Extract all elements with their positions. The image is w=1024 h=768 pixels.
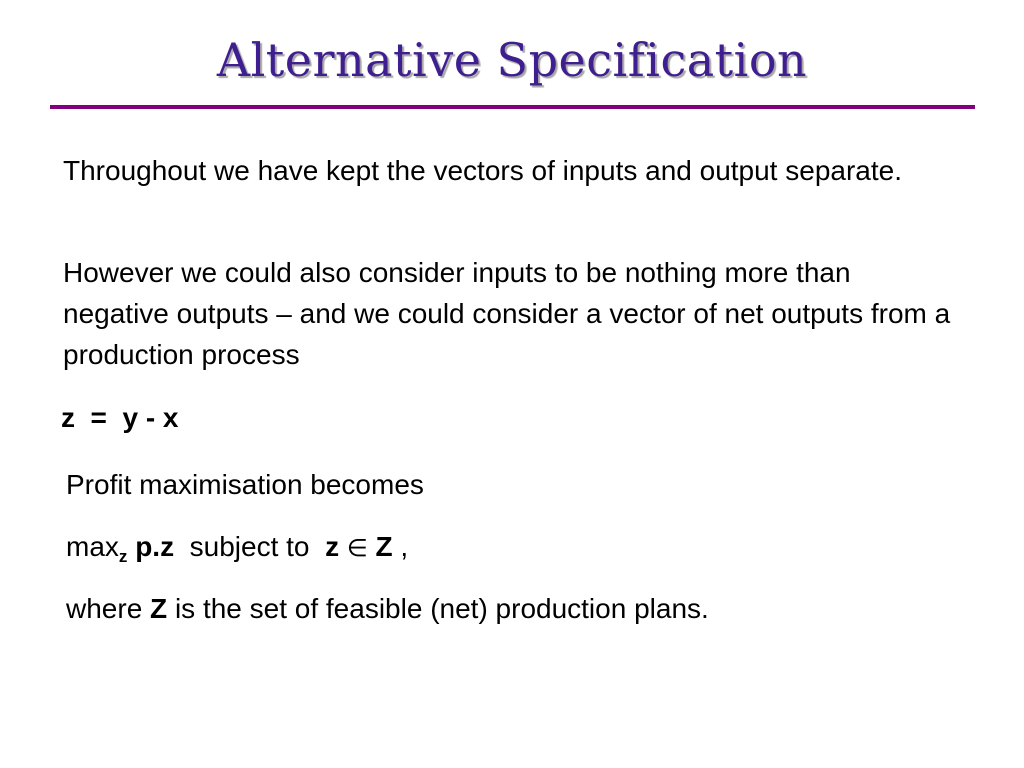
where-prefix: where	[66, 593, 143, 624]
trailing-comma: ,	[400, 531, 409, 562]
subject-to-text: subject to	[189, 531, 310, 562]
element-of-symbol: ∈	[346, 534, 368, 562]
where-suffix: is the set of feasible (net) production plans.	[174, 593, 709, 624]
net-output-equation: z = y - x	[61, 402, 179, 433]
paragraph-profit-max: Profit maximisation becomes	[66, 469, 424, 500]
paragraph-inputs-outputs: Throughout we have kept the vectors of inputs and output separate.	[63, 155, 902, 186]
objective-expression: p.z	[135, 531, 175, 562]
max-subscript: z	[118, 547, 128, 566]
where-set: Z	[150, 593, 168, 624]
constraint-set: Z	[375, 531, 393, 562]
objective-line	[66, 526, 966, 577]
title-divider	[50, 105, 975, 109]
slide-title: Alternative Specification	[216, 33, 808, 87]
max-operator: max	[66, 531, 119, 562]
constraint-variable: z	[325, 531, 340, 562]
where-line	[66, 588, 966, 629]
paragraph-net-outputs: However we could also consider inputs to be nothing more than negative outputs – and we could consider a vector of net outputs from a production process	[63, 257, 951, 370]
